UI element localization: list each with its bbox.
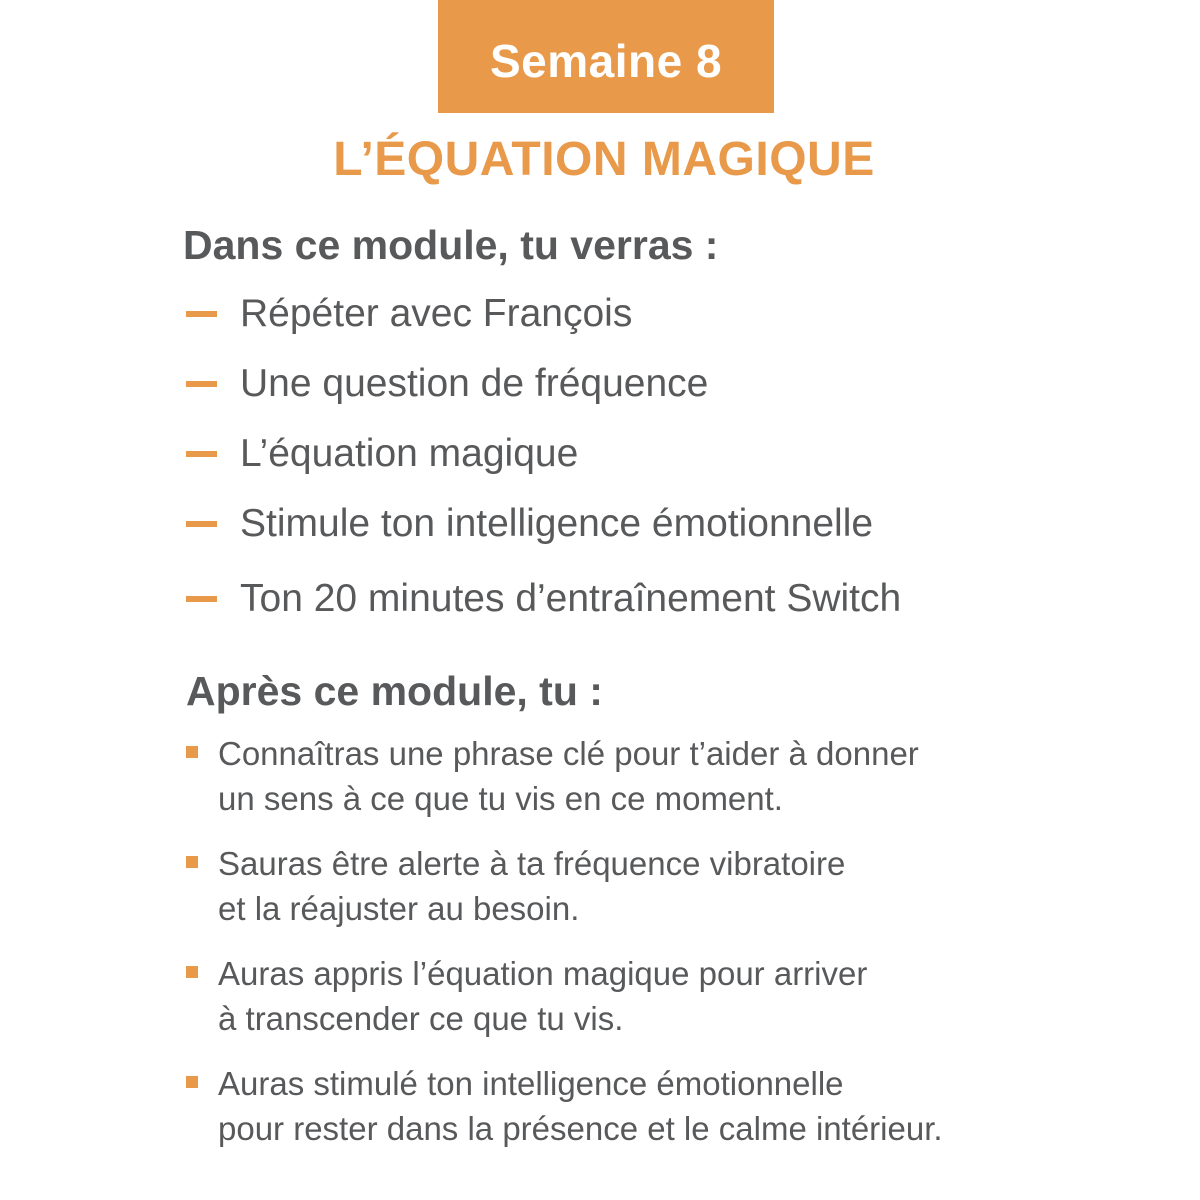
topic-item	[186, 502, 873, 546]
square-bullet-icon	[186, 746, 198, 758]
outcome-item	[186, 951, 867, 1041]
topic-item	[186, 292, 632, 336]
topic-text: Répéter avec François	[240, 292, 633, 335]
topic-text: L’équation magique	[240, 432, 579, 475]
topic-item	[186, 362, 708, 406]
dash-bullet-icon	[186, 451, 217, 457]
outcome-item	[186, 731, 919, 821]
square-bullet-icon	[186, 1076, 198, 1088]
dash-bullet-icon	[186, 381, 217, 387]
square-bullet-icon	[186, 856, 198, 868]
topic-item	[186, 432, 578, 476]
outcome-line: Connaîtras une phrase clé pour t’aider à donner	[218, 735, 919, 772]
outcome-line: pour rester dans la présence et le calme intérieur.	[218, 1110, 943, 1147]
dash-bullet-icon	[186, 311, 217, 317]
outcome-line: et la réajuster au besoin.	[218, 890, 580, 927]
topic-text: Stimule ton intelligence émotionnelle	[240, 502, 874, 545]
outcome-item	[186, 1061, 943, 1151]
outcome-line: un sens à ce que tu vis en ce moment.	[218, 780, 783, 817]
outcome-line: Auras appris l’équation magique pour arriver	[218, 955, 868, 992]
topic-item	[186, 577, 901, 621]
outcome-line: Auras stimulé ton intelligence émotionnelle	[218, 1065, 844, 1102]
dash-bullet-icon	[186, 596, 217, 602]
dash-bullet-icon	[186, 521, 217, 527]
topics-heading: Dans ce module, tu verras :	[183, 222, 719, 268]
week-badge	[438, 0, 774, 113]
outcome-line: à transcender ce que tu vis.	[218, 1000, 624, 1037]
outcome-line: Sauras être alerte à ta fréquence vibratoire	[218, 845, 846, 882]
outcome-item	[186, 841, 845, 931]
topic-text: Une question de fréquence	[240, 362, 709, 405]
topic-text: Ton 20 minutes d’entraînement Switch	[240, 577, 902, 620]
module-title: L’ÉQUATION MAGIQUE	[333, 133, 875, 186]
square-bullet-icon	[186, 966, 198, 978]
week-label: Semaine 8	[489, 34, 723, 87]
outcomes-heading: Après ce module, tu :	[186, 668, 603, 714]
